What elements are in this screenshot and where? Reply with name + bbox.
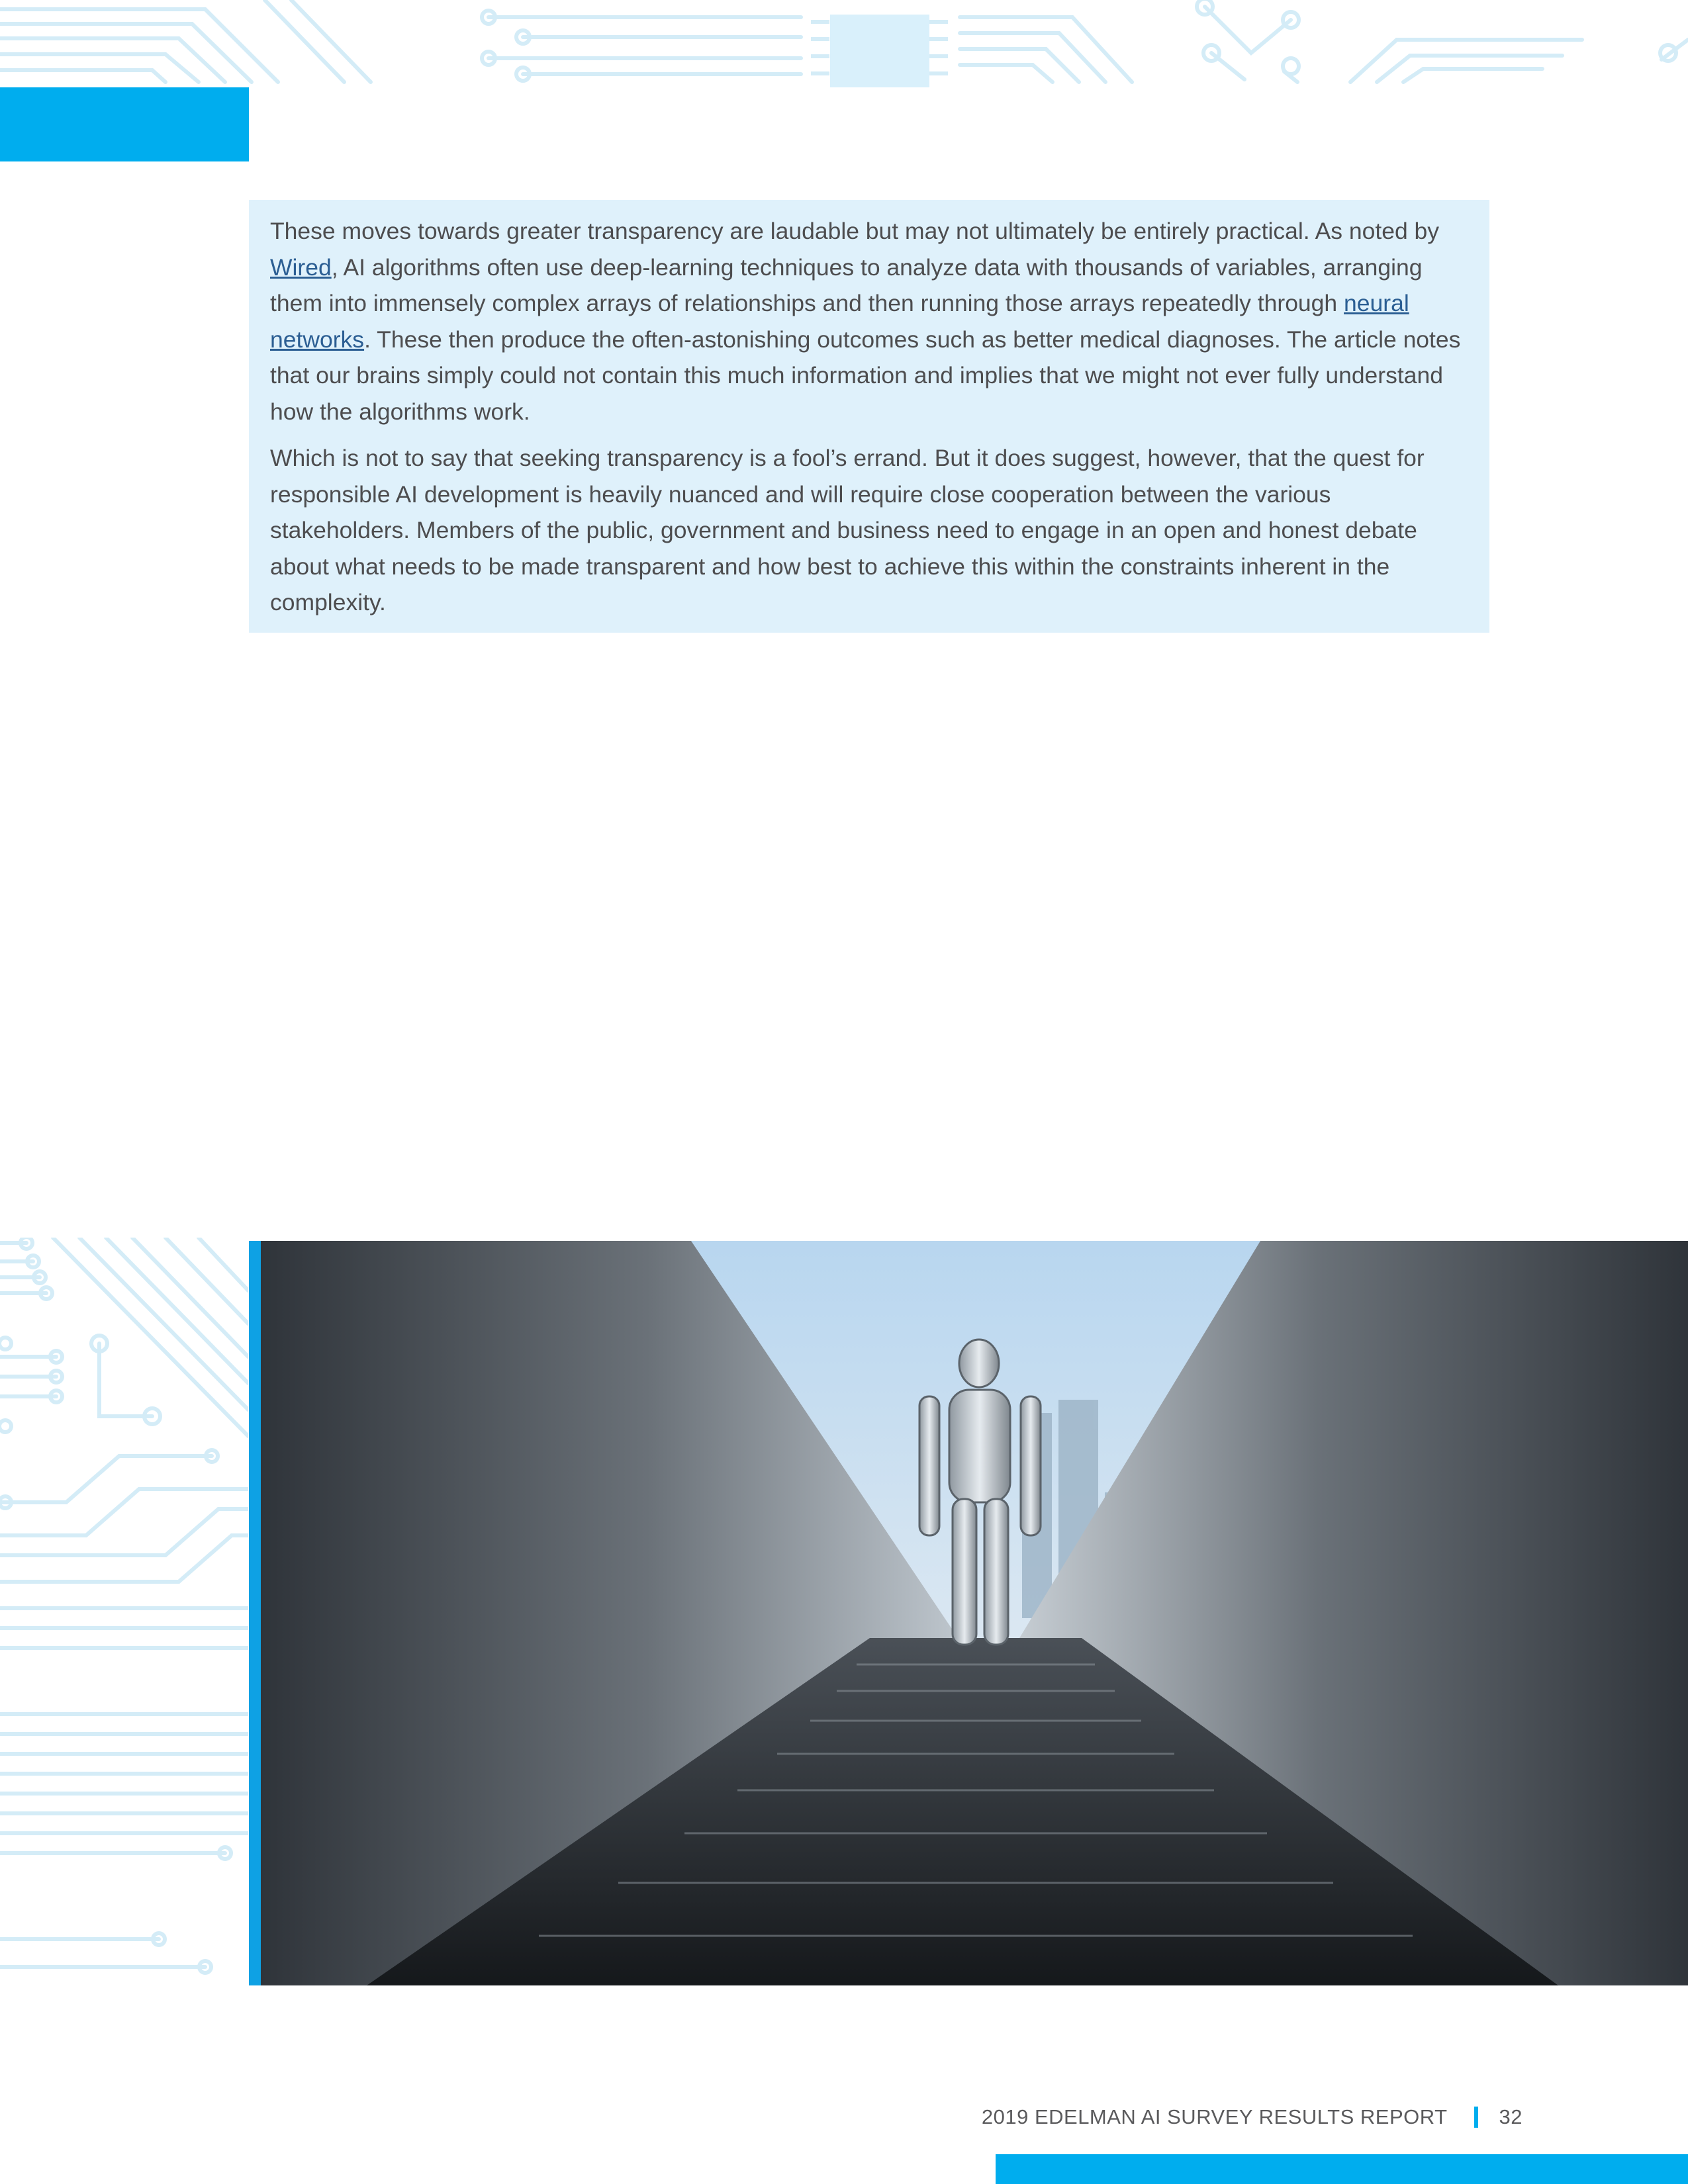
page-footer <box>982 2105 1523 2129</box>
wired-link[interactable]: Wired <box>270 253 332 281</box>
robot-climbing-stairs-photo <box>261 1241 1688 1985</box>
paragraph-1-text-after-link: . These then produce the often-astonishing outcomes such as better medical diagnoses. The article notes that our brains simply could not contain this much information and implies that we might not ever fully understand how the algorithms work. <box>270 326 1461 425</box>
callout-paragraph-2: Which is not to say that seeking transparency is a fool’s errand. But it does suggest, however, that the quest for responsible AI development is heavily nuanced and will require close cooperation between the various stakeholders. Members of the public, government and business need to engage in an open and honest debate about what needs to be made transparent and how best to achieve this within the constraints inherent in the complexity. <box>270 445 1425 615</box>
callout-box <box>249 200 1489 633</box>
paragraph-1-text-between-links: , AI algorithms often use deep-learning techniques to analyze data with thousands of variables, arranging them into immensely complex arrays of relationships and then running those arrays repeatedly through <box>270 253 1423 316</box>
top-accent-bar <box>0 87 249 161</box>
footer-divider <box>1474 2107 1478 2128</box>
photo-accent-bar <box>249 1241 261 1985</box>
top-circuit-decoration <box>0 0 1688 87</box>
side-circuit-decoration <box>0 1238 248 2005</box>
callout-paragraph-1 <box>270 213 1468 430</box>
page-number: 32 <box>1499 2105 1523 2128</box>
neural-networks-link[interactable]: neural networks <box>270 290 1409 353</box>
paragraph-1-text-before-link: These moves towards greater transparency are laudable but may not ultimately be entirely practical. As noted by <box>270 218 1440 244</box>
bottom-accent-bar <box>996 2154 1688 2184</box>
footer-report-title: 2019 EDELMAN AI SURVEY RESULTS REPORT <box>981 2105 1448 2128</box>
